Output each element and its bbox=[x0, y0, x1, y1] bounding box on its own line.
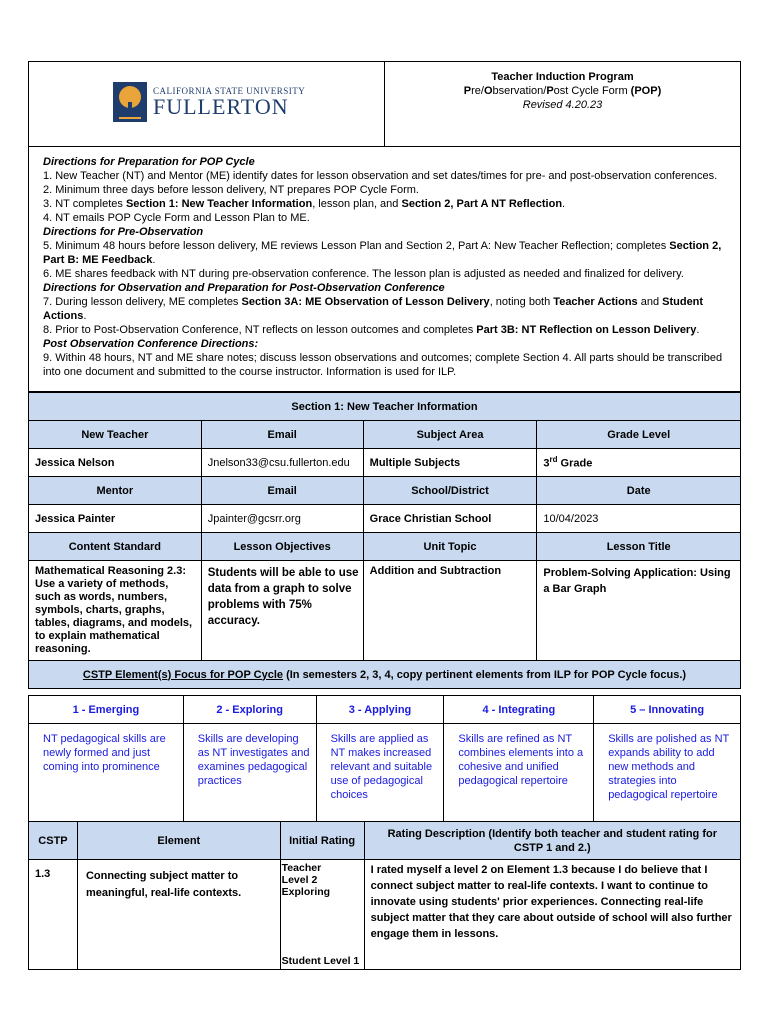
lesson-objectives: Students will be able to use data from a graph to solve problems with 75% accuracy. bbox=[201, 561, 363, 661]
cstp-focus-heading: CSTP Element(s) Focus for POP Cycle (In semesters 2, 3, 4, copy pertinent elements from ILP for POP Cycle focus.) bbox=[29, 661, 741, 689]
logo-campus-name: FULLERTON bbox=[153, 94, 289, 119]
directions-heading: Directions for Observation and Preparation for Post-Observation Conference bbox=[43, 282, 445, 294]
level-5-desc: Skills are polished as NT expands ability to add new methods and strategies into pedagogical repertoire bbox=[594, 724, 741, 822]
form-title-cell bbox=[384, 61, 741, 147]
level-4-label: 4 - Integrating bbox=[444, 696, 594, 724]
col-mentor-email: Email bbox=[201, 477, 363, 505]
directions-heading: Directions for Pre-Observation bbox=[43, 226, 204, 238]
tree-icon bbox=[113, 82, 147, 122]
level-3-desc: Skills are applied as NT makes increased relevant and suitable use of pedagogical choices bbox=[316, 724, 444, 822]
section1-title: Section 1: New Teacher Information bbox=[29, 393, 741, 421]
col-grade-level: Grade Level bbox=[537, 421, 741, 449]
school-district: Grace Christian School bbox=[363, 505, 537, 533]
col-lesson-objectives: Lesson Objectives bbox=[201, 533, 363, 561]
section1-table bbox=[28, 392, 741, 689]
direction-item: 4. NT emails POP Cycle Form and Lesson Plan to ME. bbox=[43, 212, 310, 224]
program-title: Teacher Induction Program bbox=[491, 71, 634, 83]
lesson-title: Problem-Solving Application: Using a Bar Graph bbox=[537, 561, 741, 661]
new-teacher-email: Jnelson33@csu.fullerton.edu bbox=[201, 449, 363, 477]
revised-date: Revised 4.20.23 bbox=[522, 99, 603, 111]
col-lesson-title: Lesson Title bbox=[537, 533, 741, 561]
student-rating: Student Level 1 bbox=[281, 955, 360, 967]
direction-item: 3. NT completes Section 1: New Teacher Information, lesson plan, and Section 2, Part A NT Reflection. bbox=[43, 198, 566, 210]
level-2-desc: Skills are developing as NT investigates and examines pedagogical practices bbox=[183, 724, 316, 822]
direction-item: 2. Minimum three days before lesson delivery, NT prepares POP Cycle Form. bbox=[43, 184, 419, 196]
col-subject-area: Subject Area bbox=[363, 421, 537, 449]
col-rating-description: Rating Description (Identify both teacher and student rating for CSTP 1 and 2.) bbox=[364, 822, 740, 860]
directions-heading: Post Observation Conference Directions: bbox=[43, 338, 259, 350]
logo-cell bbox=[28, 61, 385, 147]
lesson-date: 10/04/2023 bbox=[537, 505, 741, 533]
col-unit-topic: Unit Topic bbox=[363, 533, 537, 561]
col-date: Date bbox=[537, 477, 741, 505]
level-3-label: 3 - Applying bbox=[316, 696, 444, 724]
directions-heading: Directions for Preparation for POP Cycle bbox=[43, 156, 255, 168]
new-teacher-name: Jessica Nelson bbox=[29, 449, 202, 477]
university-logo bbox=[113, 82, 305, 122]
cstp-levels-table bbox=[28, 695, 741, 822]
subject-area: Multiple Subjects bbox=[363, 449, 537, 477]
level-2-label: 2 - Exploring bbox=[183, 696, 316, 724]
level-1-label: 1 - Emerging bbox=[29, 696, 184, 724]
form-title: Pre/Observation/Post Cycle Form (POP) bbox=[463, 85, 662, 97]
direction-item: 7. During lesson delivery, ME completes Section 3A: ME Observation of Lesson Delivery, noting both Teacher Actions and Student Actions. bbox=[43, 296, 704, 322]
col-content-standard: Content Standard bbox=[29, 533, 202, 561]
direction-item: 8. Prior to Post-Observation Conference, NT reflects on lesson outcomes and completes Part 3B: NT Reflection on Lesson Delivery. bbox=[43, 324, 700, 336]
col-mentor: Mentor bbox=[29, 477, 202, 505]
unit-topic: Addition and Subtraction bbox=[363, 561, 537, 661]
col-email: Email bbox=[201, 421, 363, 449]
col-school: School/District bbox=[363, 477, 537, 505]
mentor-name: Jessica Painter bbox=[29, 505, 202, 533]
level-5-label: 5 – Innovating bbox=[594, 696, 741, 724]
content-standard: Mathematical Reasoning 2.3: Use a variety of methods, such as words, numbers, symbols, charts, graphs, tables, diagrams, and models, to explain mathematical reasoning. bbox=[29, 561, 202, 661]
grade-level: 3rd Grade bbox=[537, 449, 741, 477]
direction-item: 6. ME shares feedback with NT during pre-observation conference. The lesson plan is adjusted as needed and finalized for delivery. bbox=[43, 268, 684, 280]
col-new-teacher: New Teacher bbox=[29, 421, 202, 449]
directions-block bbox=[28, 146, 741, 392]
level-1-desc: NT pedagogical skills are newly formed and just coming into prominence bbox=[29, 724, 184, 822]
level-4-desc: Skills are refined as NT combines elements into a cohesive and unified pedagogical repertoire bbox=[444, 724, 594, 822]
direction-item: 5. Minimum 48 hours before lesson delivery, ME reviews Lesson Plan and Section 2, Part A: New Teacher Reflection; completes Section 2, Part B: ME Feedback. bbox=[43, 240, 722, 266]
col-element: Element bbox=[77, 822, 280, 860]
cstp-number: 1.3 bbox=[29, 860, 78, 970]
teacher-rating: Teacher Level 2 Exploring bbox=[281, 862, 331, 898]
direction-item: 1. New Teacher (NT) and Mentor (ME) identify dates for lesson observation and set dates/times for pre- and post-observation conferences. bbox=[43, 170, 718, 182]
col-cstp: CSTP bbox=[29, 822, 78, 860]
element-rating-table bbox=[28, 821, 741, 970]
initial-rating-cell bbox=[280, 860, 364, 970]
direction-item: 9. Within 48 hours, NT and ME share notes; discuss lesson observations and outcomes; complete Section 4. All parts should be transcribed into one document and submitted to the course instructor. Information is used for ILP. bbox=[43, 352, 723, 378]
rating-description: I rated myself a level 2 on Element 1.3 because I do believe that I connect subject matter to real-life contexts. I want to continue to innovate using students' prior experiences. Connecting real-life subject matter that they care about outside of school will also further engage them in lessons. bbox=[364, 860, 740, 970]
col-initial-rating: Initial Rating bbox=[280, 822, 364, 860]
mentor-email: Jpainter@gcsrr.org bbox=[201, 505, 363, 533]
logo-university-line: CALIFORNIA STATE UNIVERSITY bbox=[153, 86, 306, 96]
element-text: Connecting subject matter to meaningful, real-life contexts. bbox=[77, 860, 280, 970]
